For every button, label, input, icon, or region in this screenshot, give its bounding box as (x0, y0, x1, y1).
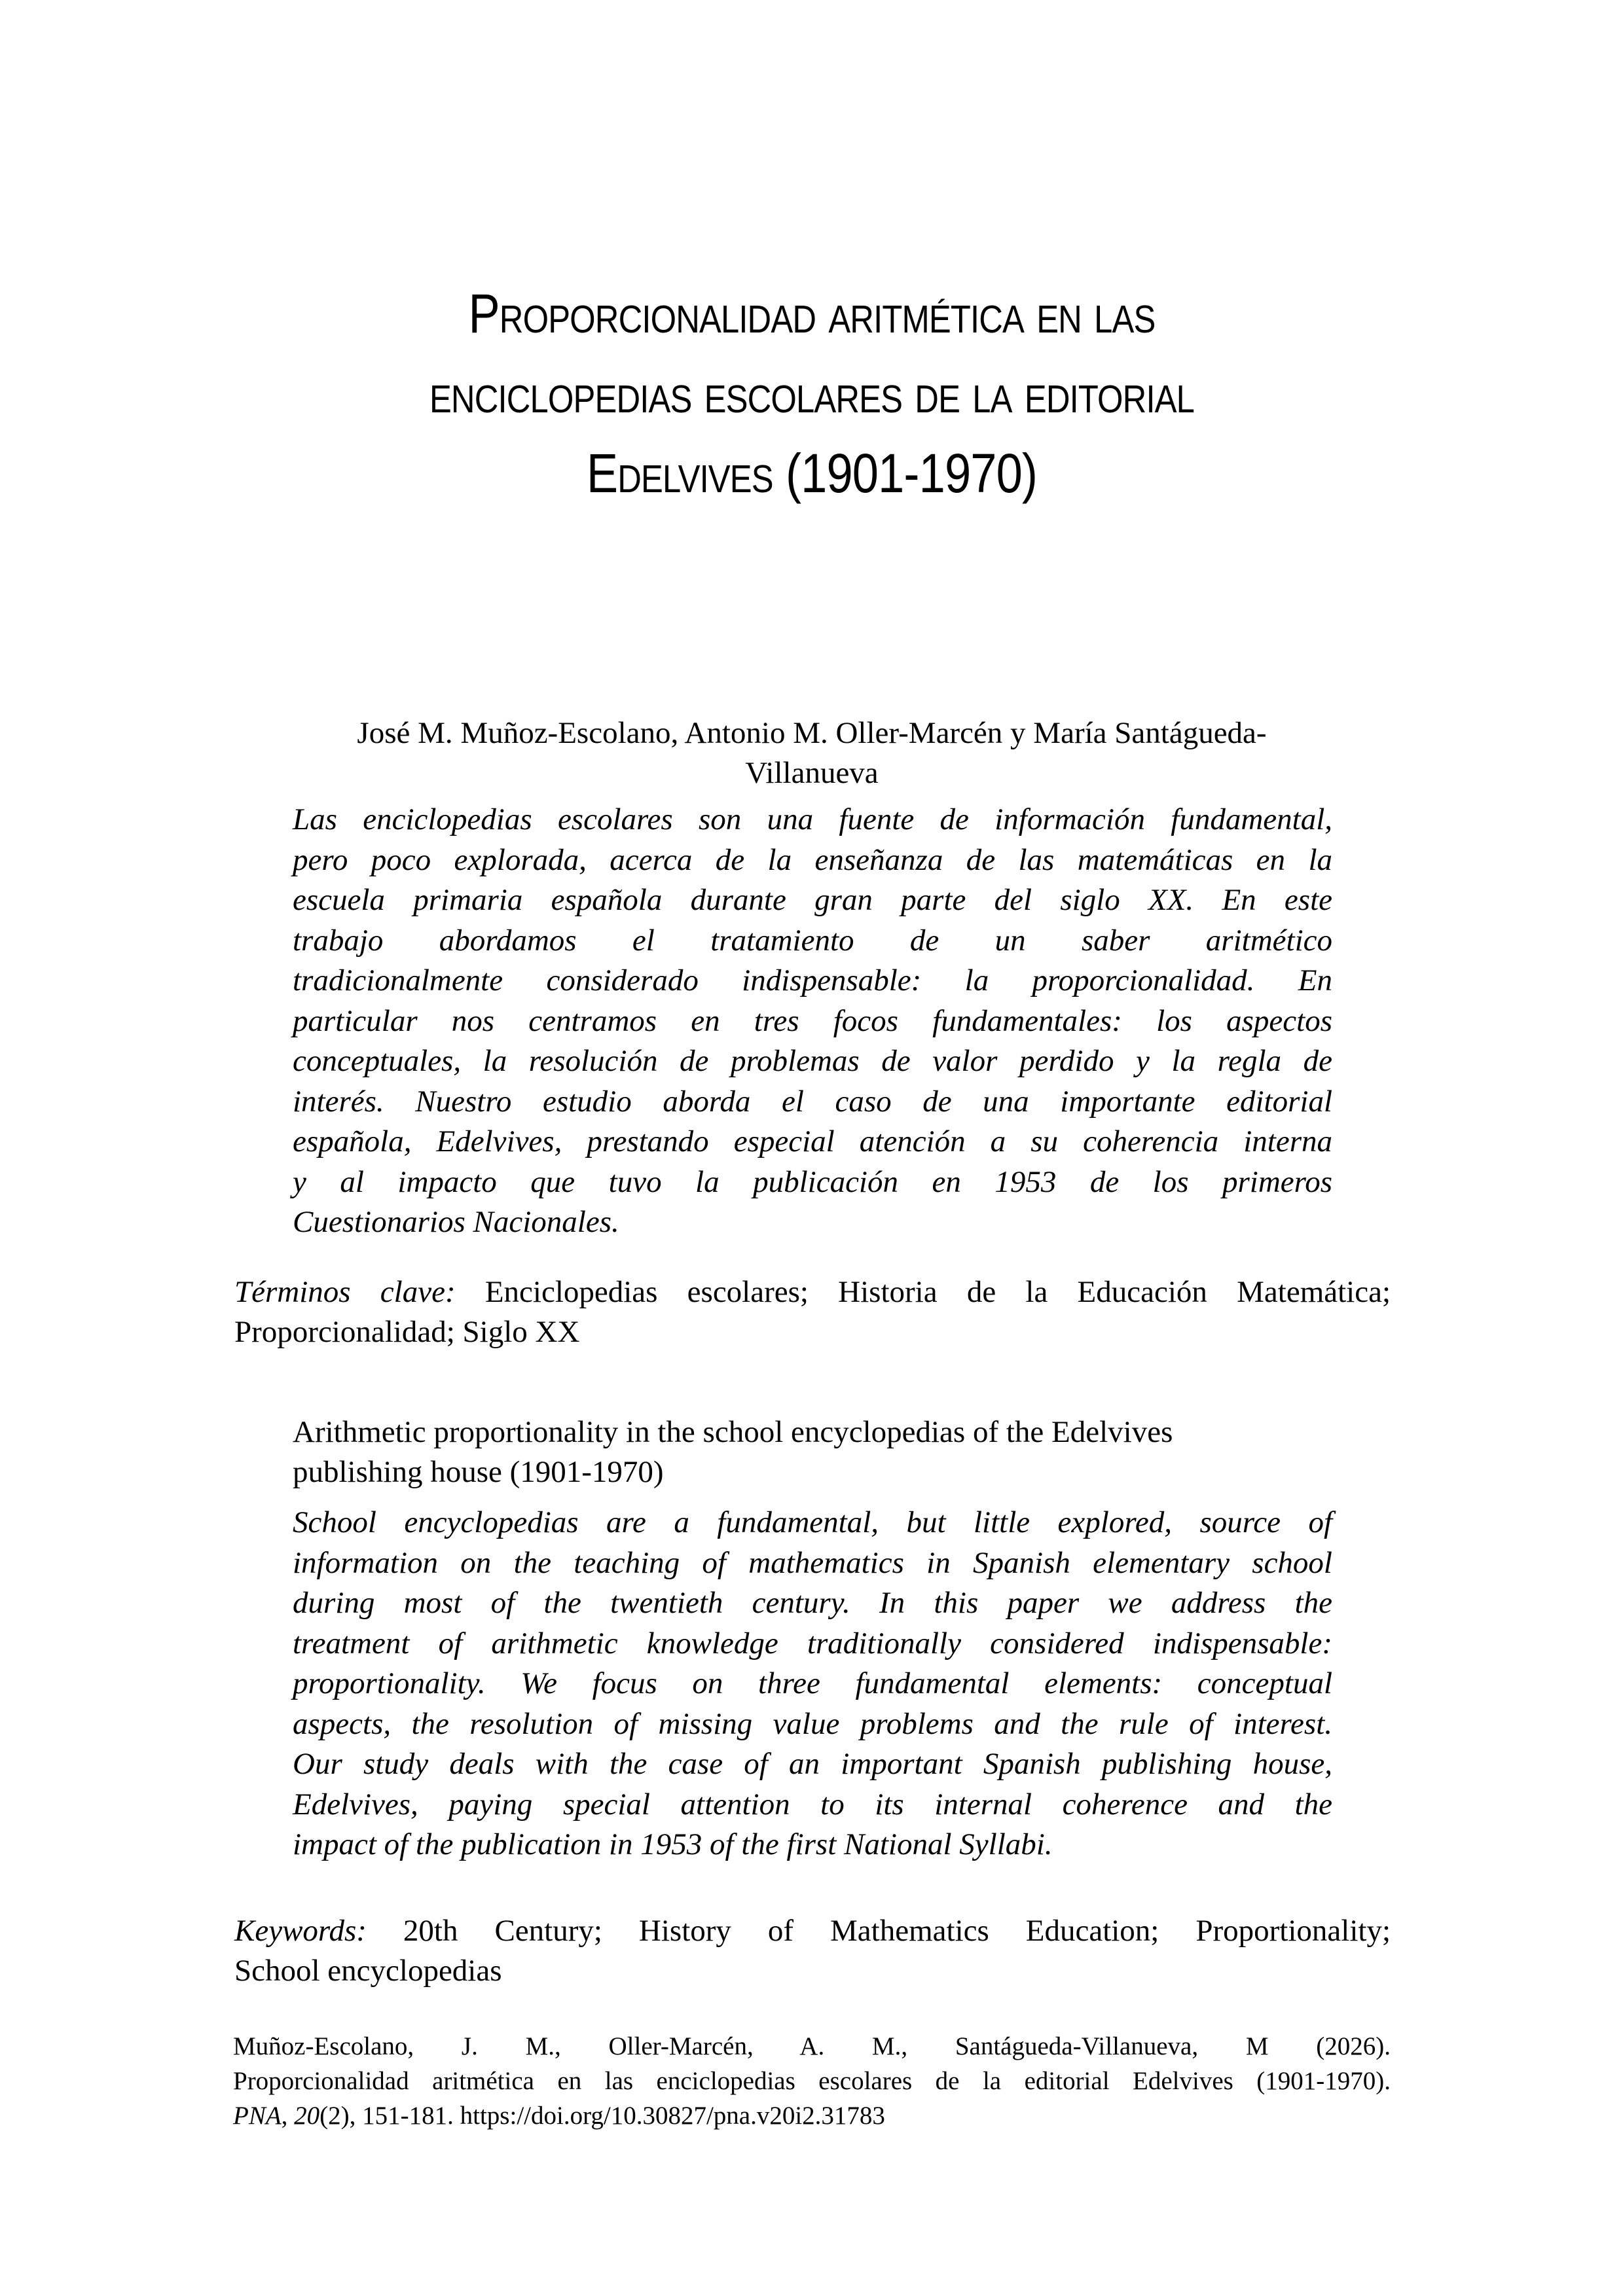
citation-line-3 (233, 2098, 1391, 2133)
citation-line-2: Proporcionalidad aritmética en las enciclopedias escolares de la editorial Edelvives (1901-1970). (233, 2067, 1391, 2095)
abstract-es-line: y al impacto que tuvo la publicación en 1953 de los primeros (293, 1164, 1332, 1199)
abstract-es-line: Cuestionarios Nacionales. (293, 1205, 619, 1239)
keywords-es-label: Términos clave: (234, 1275, 456, 1309)
abstract-es-line: escuela primaria española durante gran parte del siglo XX. En este (293, 883, 1332, 917)
english-title (293, 1412, 1332, 1492)
abstract-es-line: Las enciclopedias escolares son una fuente de información fundamental, (293, 802, 1332, 836)
abstract-spanish (293, 800, 1332, 1243)
abstract-en-line: treatment of arithmetic knowledge traditionally considered indispensable: (293, 1626, 1332, 1660)
title-line-2: enciclopedias escolares de la editorial (429, 363, 1195, 424)
abstract-es-line: tradicionalmente considerado indispensable: la proporcionalidad. En (293, 963, 1332, 997)
abstract-es-line: interés. Nuestro estudio aborda el caso de una importante editorial (293, 1084, 1332, 1119)
abstract-en-line: School encyclopedias are a fundamental, but little explored, source of (293, 1505, 1332, 1539)
abstract-es-line: conceptuales, la resolución de problemas de valor perdido y la regla de (293, 1044, 1332, 1078)
english-title-line-1: Arithmetic proportionality in the school encyclopedias of the Edelvives (293, 1415, 1173, 1449)
abstract-es-line: española, Edelvives, prestando especial atención a su coherencia interna (293, 1124, 1332, 1158)
author-list (288, 713, 1336, 793)
keywords-spanish (234, 1272, 1391, 1352)
authors-line-2: Villanueva (745, 756, 879, 790)
abstract-en-line: information on the teaching of mathematics in Spanish elementary school (293, 1545, 1332, 1580)
authors-line-1: José M. Muñoz-Escolano, Antonio M. Oller-Marcén y María Santágueda- (357, 716, 1267, 750)
english-title-line-2: publishing house (1901-1970) (293, 1455, 664, 1489)
keywords-en-label: Keywords: (234, 1914, 367, 1948)
keywords-es-line-2: Proporcionalidad; Siglo XX (234, 1315, 580, 1349)
abstract-english (293, 1503, 1332, 1865)
keywords-en-line-1 (234, 1911, 1391, 1951)
abstract-es-line: pero poco explorada, acerca de la enseñanza de las matemáticas en la (293, 842, 1332, 877)
keywords-es-values: Enciclopedias escolares; Historia de la Educación Matemática; (455, 1275, 1391, 1309)
title-line-3: Edelvives (1901-1970) (586, 442, 1038, 504)
abstract-es-line: trabajo abordamos el tratamiento de un saber aritmético (293, 923, 1332, 958)
abstract-en-line: during most of the twentieth century. In this paper we address the (293, 1586, 1332, 1620)
keywords-english (234, 1911, 1391, 1991)
citation-block (233, 2029, 1391, 2133)
keywords-en-values: 20th Century; History of Mathematics Education; Proportionality; (366, 1914, 1391, 1948)
keywords-es-line-1 (234, 1272, 1391, 1312)
abstract-en-line: impact of the publication in 1953 of the first National Syllabi. (293, 1827, 1053, 1861)
citation-journal: PNA (233, 2102, 282, 2130)
abstract-es-line: particular nos centramos en tres focos fundamentales: los aspectos (293, 1003, 1332, 1038)
citation-line-1: Muñoz-Escolano, J. M., Oller-Marcén, A. M., Santágueda-Villanueva, M (2026). (233, 2032, 1391, 2060)
abstract-en-line: Edelvives, paying special attention to its internal coherence and the (293, 1787, 1332, 1821)
abstract-en-line: aspects, the resolution of missing value problems and the rule of interest. (293, 1706, 1332, 1741)
paper-title (305, 274, 1319, 513)
citation-sep: , (281, 2102, 295, 2130)
citation-doi-link[interactable]: (2), 151-181. https://doi.org/10.30827/pna.v20i2.31783 (319, 2102, 885, 2130)
abstract-en-line: proportionality. We focus on three fundamental elements: conceptual (293, 1666, 1332, 1700)
abstract-en-line: Our study deals with the case of an important Spanish publishing house, (293, 1747, 1332, 1781)
title-line-1: Proporcionalidad aritmética en las (468, 283, 1156, 344)
keywords-en-line-2: School encyclopedias (234, 1954, 502, 1988)
citation-volume: 20 (294, 2102, 320, 2130)
